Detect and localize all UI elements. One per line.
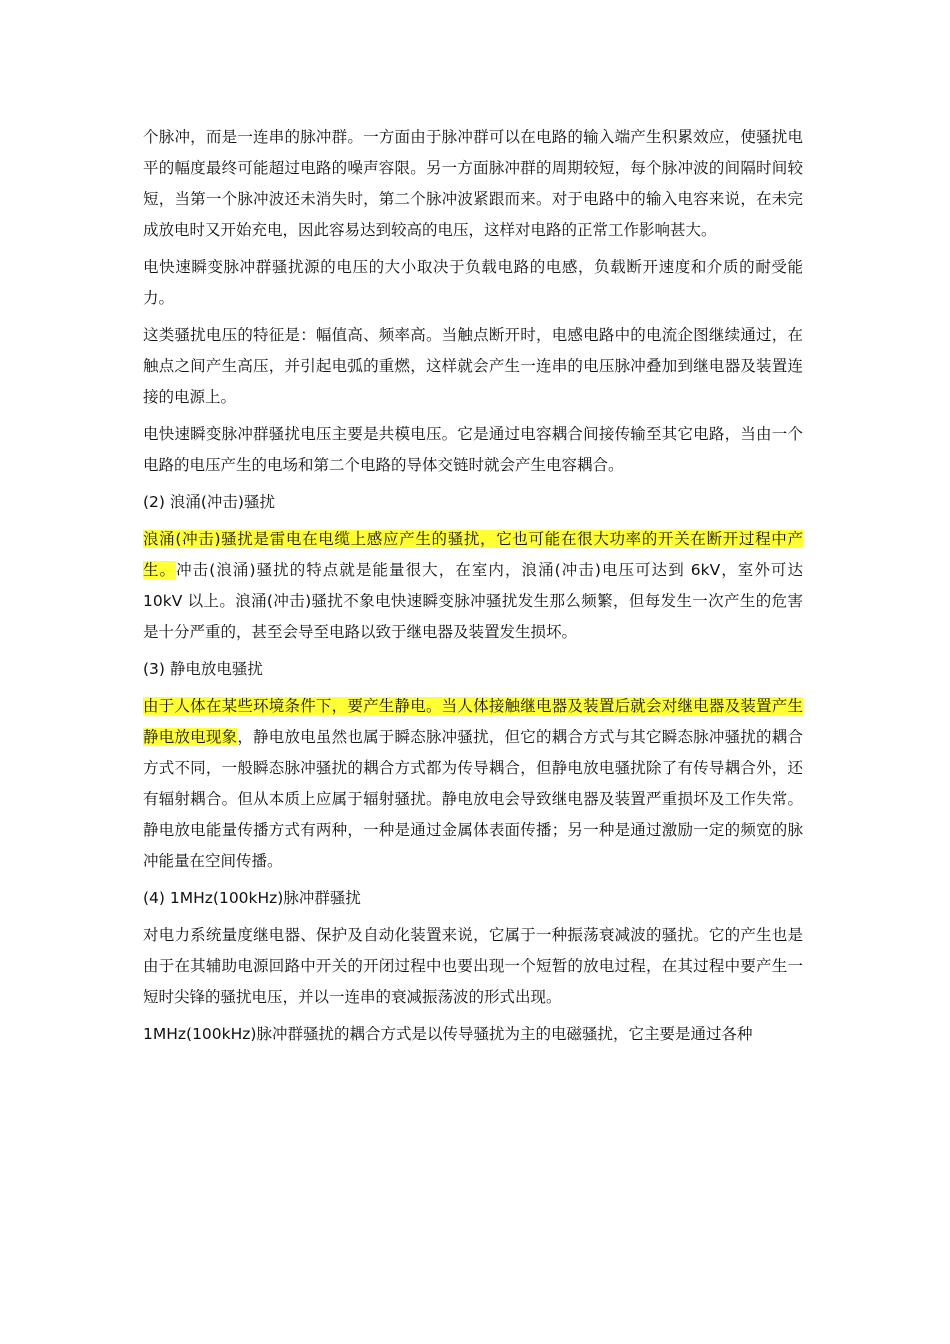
highlighted-text-esd: 由于人体在某些环境条件下，要产生静电。当人体接触继电器及装置后就会对继电器及装置产生静电放电现象 [143,697,803,746]
section-heading-surge: (2) 浪涌(冲击)骚扰 [143,493,275,511]
section-heading-1mhz: (4) 1MHz(100kHz)脉冲群骚扰 [143,889,361,907]
paragraph-eft-source: 电快速瞬变脉冲群骚扰源的电压的大小取决于负载电路的电感，负载断开速度和介质的耐受能力。 [143,258,803,307]
paragraph-eft-common-mode: 电快速瞬变脉冲群骚扰电压主要是共模电压。它是通过电容耦合间接传输至其它电路，当由一个电路的电压产生的电场和第二个电路的导体交链时就会产生电容耦合。 [143,425,803,474]
paragraph-eft-continuation: 个脉冲，而是一连串的脉冲群。一方面由于脉冲群可以在电路的输入端产生积累效应，使骚扰电平的幅度最终可能超过电路的噪声容限。另一方面脉冲群的周期较短，每个脉冲波的间隔时间较短，当第一个脉冲波还未消失时，第二个脉冲波紧跟而来。对于电路中的输入电容来说，在未完成放电时又开始充电，因此容易达到较高的电压，这样对电路的正常工作影响甚大。 [143,128,803,239]
document-body [143,122,803,1056]
paragraph-eft-characteristics: 这类骚扰电压的特征是：幅值高、频率高。当触点断开时，电感电路中的电流企图继续通过，在触点之间产生高压，并引起电弧的重燃，这样就会产生一连串的电压脉冲叠加到继电器及装置连接的电源上。 [143,326,803,406]
section-heading-esd: (3) 静电放电骚扰 [143,660,263,678]
highlighted-text-surge: 浪涌(冲击)骚扰是雷电在电缆上感应产生的骚扰，它也可能在很大功率的开关在断开过程中产生。 [143,530,803,579]
paragraph-esd-rest: ，静电放电虽然也属于瞬态脉冲骚扰，但它的耦合方式与其它瞬态脉冲骚扰的耦合方式不同，一般瞬态脉冲骚扰的耦合方式都为传导耦合，但静电放电骚扰除了有传导耦合外，还有辐射耦合。但从本质上应属于辐射骚扰。静电放电会导致继电器及装置严重损坏及工作失常。静电放电能量传播方式有两种，一种是通过金属体表面传播；另一种是通过激励一定的频宽的脉冲能量在空间传播。 [143,728,803,870]
paragraph-1mhz-description: 对电力系统量度继电器、保护及自动化装置来说，它属于一种振荡衰减波的骚扰。它的产生也是由于在其辅助电源回路中开关的开闭过程中也要出现一个短暂的放电过程，在其过程中要产生一短时尖锋的骚扰电压，并以一连串的衰减振荡波的形式出现。 [143,926,803,1006]
paragraph-1mhz-coupling: 1MHz(100kHz)脉冲群骚扰的耦合方式是以传导骚扰为主的电磁骚扰，它主要是通过各种 [143,1025,753,1043]
paragraph-surge [143,524,803,648]
paragraph-surge-rest: 冲击(浪涌)骚扰的特点就是能量很大，在室内，浪涌(冲击)电压可达到 6kV，室外可达 10kV 以上。浪涌(冲击)骚扰不象电快速瞬变脉冲骚扰发生那么频繁，但每发生一次产生的危害是十分严重的，甚至会导至电路以致于继电器及装置发生损坏。 [143,561,803,641]
paragraph-esd [143,691,803,877]
